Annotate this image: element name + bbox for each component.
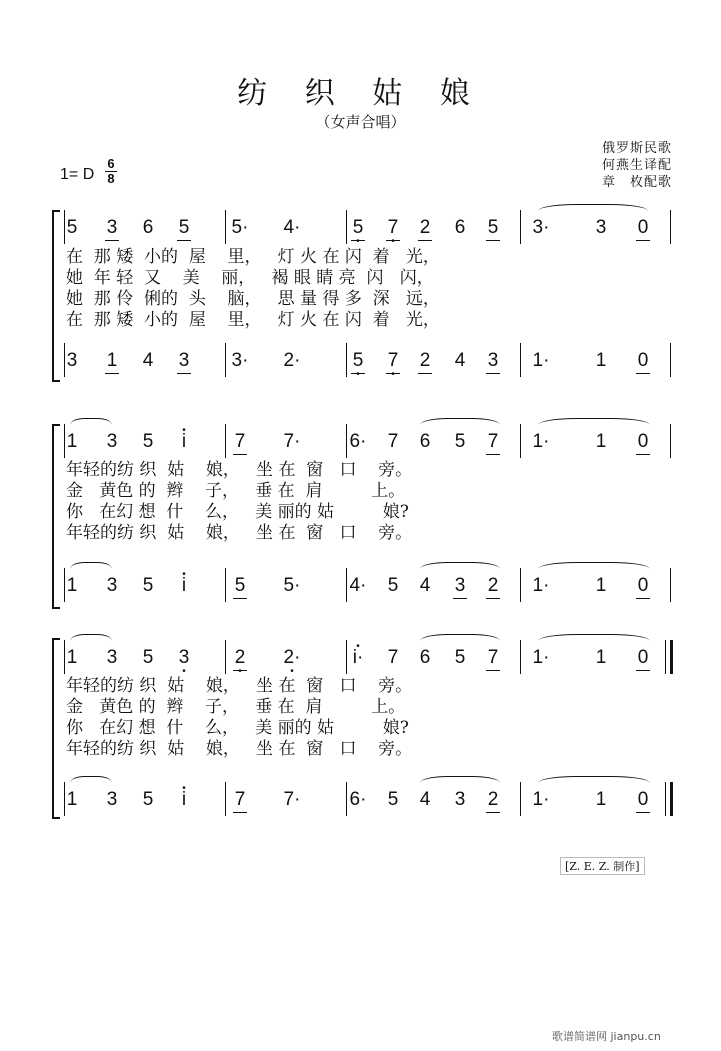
- note-upper-2-4: • i: [174, 432, 194, 452]
- note-lower-1-9: 2: [415, 351, 435, 371]
- note-lower-1-11: 3: [483, 351, 503, 371]
- note-lower-1-6: 2·: [283, 350, 301, 371]
- time-signature: [104, 157, 118, 186]
- note-upper-2-14: 0: [633, 432, 653, 452]
- note-upper-3-5: 2 •: [230, 648, 250, 668]
- note-upper-3-3: 5: [142, 647, 154, 668]
- note-lower-3-14: 0: [633, 790, 653, 810]
- note-lower-2-2: 3: [106, 575, 118, 596]
- system-bracket: [52, 638, 60, 819]
- bar-line: [520, 424, 521, 458]
- lower-octave-dot: •: [356, 236, 360, 247]
- bar-line: [64, 210, 65, 244]
- slur: [538, 418, 650, 425]
- note-lower-2-13: 1: [595, 575, 607, 596]
- final-bar-line: [665, 782, 666, 816]
- lyric-line-2-2: 金 黄色 的 辫 子， 垂 在 肩 上。: [66, 481, 406, 501]
- bar-line: [346, 210, 347, 244]
- key-signature: 1= D: [60, 166, 95, 183]
- time-signature-bottom: 8: [107, 171, 115, 186]
- credit-arranger: 章 枚配歌: [601, 175, 672, 190]
- note-upper-3-2: 3: [106, 647, 118, 668]
- song-title: 纺 织 姑 娘: [237, 76, 484, 111]
- note-upper-1-13: 3: [595, 217, 607, 238]
- bar-line: [225, 343, 226, 377]
- lower-octave-dot: •: [356, 369, 360, 380]
- note-lower-2-6: 5·: [283, 575, 301, 596]
- song-subtitle: （女声合唱）: [315, 113, 406, 131]
- note-lower-3-13: 1: [595, 789, 607, 810]
- note-upper-1-1: 5: [66, 217, 78, 238]
- note-upper-3-14: 0: [633, 648, 653, 668]
- note-upper-1-2: 3: [102, 218, 122, 238]
- lower-octave-dot: •: [391, 236, 395, 247]
- note-upper-1-3: 6: [142, 217, 154, 238]
- note-upper-2-1: 1: [66, 431, 78, 452]
- credit-origin: 俄罗斯民歌: [601, 141, 672, 156]
- slur: [420, 418, 500, 425]
- bar-line: [225, 568, 226, 602]
- bar-line: [225, 424, 226, 458]
- slur: [70, 634, 112, 641]
- bar-line: [225, 782, 226, 816]
- slur: [420, 634, 500, 641]
- note-upper-1-12: 3·: [532, 217, 550, 238]
- note-lower-3-4: • i: [174, 790, 194, 810]
- note-lower-1-2: 1: [102, 351, 122, 371]
- lyric-line-3-2: 金 黄色 的 辫 子， 垂 在 肩 上。: [66, 697, 406, 717]
- slur: [70, 562, 112, 569]
- bar-line: [670, 640, 673, 674]
- note-upper-1-14: 0: [633, 218, 653, 238]
- lyric-line-2-3: 你 在幻 想 什 么， 美 丽的 姑 娘?: [66, 502, 409, 522]
- note-upper-2-8: 7: [387, 431, 399, 452]
- lyric-line-3-4: 年轻的纺 织 姑 娘， 坐 在 窗 口 旁。: [66, 739, 413, 759]
- note-lower-3-2: 3: [106, 789, 118, 810]
- note-upper-3-4: 3 •: [174, 648, 194, 668]
- note-upper-1-8: 7 •: [383, 218, 403, 238]
- note-upper-2-2: 3: [106, 431, 118, 452]
- bar-line: [520, 343, 521, 377]
- bar-line: [670, 782, 673, 816]
- lower-octave-dot: •: [391, 369, 395, 380]
- bar-line: [64, 568, 65, 602]
- lyric-line-2-4: 年轻的纺 织 姑 娘， 坐 在 窗 口 旁。: [66, 523, 413, 543]
- slur: [70, 776, 112, 783]
- lyric-line-2-1: 年轻的纺 织 姑 娘， 坐 在 窗 口 旁。: [66, 460, 413, 480]
- bar-line: [64, 782, 65, 816]
- note-lower-2-14: 0: [633, 576, 653, 596]
- note-upper-2-7: 6·: [349, 431, 367, 452]
- lyric-line-1-4: 在 那 矮 小的 屋 里， 灯 火 在 闪 着 光，: [66, 310, 440, 330]
- note-lower-2-1: 1: [66, 575, 78, 596]
- note-upper-3-11: 7: [483, 648, 503, 668]
- note-lower-1-8: 7 •: [383, 351, 403, 371]
- note-lower-3-3: 5: [142, 789, 154, 810]
- note-upper-1-6: 4·: [283, 217, 301, 238]
- maker-tag: [Z. E. Z. 制作]: [560, 857, 645, 875]
- note-upper-1-9: 2: [415, 218, 435, 238]
- note-upper-1-11: 5: [483, 218, 503, 238]
- lower-octave-dot: •: [238, 666, 242, 677]
- bar-line: [64, 424, 65, 458]
- bar-line: [346, 640, 347, 674]
- note-upper-1-4: 5: [174, 218, 194, 238]
- note-lower-1-7: 5 •: [348, 351, 368, 371]
- bar-line: [346, 343, 347, 377]
- bar-line: [64, 640, 65, 674]
- bar-line: [520, 782, 521, 816]
- bar-line: [64, 343, 65, 377]
- note-lower-1-12: 1·: [532, 350, 550, 371]
- note-lower-1-13: 1: [595, 350, 607, 371]
- note-upper-3-7: • i·: [348, 648, 368, 668]
- note-lower-2-10: 3: [450, 576, 470, 596]
- note-lower-2-7: 4·: [349, 575, 367, 596]
- note-upper-1-5: 5·: [231, 217, 249, 238]
- system-bracket: [52, 424, 60, 609]
- bar-line: [346, 424, 347, 458]
- note-upper-3-1: 1: [66, 647, 78, 668]
- note-lower-2-8: 5: [387, 575, 399, 596]
- note-lower-2-9: 4: [419, 575, 431, 596]
- note-upper-3-9: 6: [419, 647, 431, 668]
- note-upper-1-10: 6: [454, 217, 466, 238]
- bar-line: [520, 640, 521, 674]
- bar-line: [670, 424, 671, 458]
- slur: [538, 204, 648, 211]
- note-upper-2-13: 1: [595, 431, 607, 452]
- note-upper-2-11: 7: [483, 432, 503, 452]
- note-lower-3-10: 3: [454, 789, 466, 810]
- note-upper-2-3: 5: [142, 431, 154, 452]
- slur: [70, 418, 112, 425]
- note-upper-2-6: 7·: [283, 431, 301, 452]
- site-watermark: 歌谱简谱网 jianpu.cn: [552, 1030, 661, 1043]
- note-lower-2-12: 1·: [532, 575, 550, 596]
- credit-translator: 何燕生译配: [601, 158, 672, 173]
- lyric-line-3-1: 年轻的纺 织 姑 娘， 坐 在 窗 口 旁。: [66, 676, 413, 696]
- slur: [538, 776, 650, 783]
- bar-line: [670, 343, 671, 377]
- note-lower-3-12: 1·: [532, 789, 550, 810]
- note-upper-3-10: 5: [454, 647, 466, 668]
- note-lower-1-5: 3·: [231, 350, 249, 371]
- bar-line: [670, 568, 671, 602]
- note-upper-2-12: 1·: [532, 431, 550, 452]
- note-upper-3-13: 1: [595, 647, 607, 668]
- lower-octave-dot: •: [182, 666, 186, 677]
- system-bracket: [52, 210, 60, 382]
- note-upper-2-10: 5: [454, 431, 466, 452]
- note-lower-3-7: 6·: [349, 789, 367, 810]
- note-lower-2-4: • i: [174, 576, 194, 596]
- note-lower-1-4: 3: [174, 351, 194, 371]
- note-lower-1-14: 0: [633, 351, 653, 371]
- note-lower-1-1: 3: [66, 350, 78, 371]
- note-upper-2-9: 6: [419, 431, 431, 452]
- bar-line: [225, 640, 226, 674]
- note-lower-2-11: 2: [483, 576, 503, 596]
- note-lower-3-1: 1: [66, 789, 78, 810]
- note-upper-3-8: 7: [387, 647, 399, 668]
- bar-line: [225, 210, 226, 244]
- bar-line: [346, 782, 347, 816]
- note-lower-2-5: 5: [230, 576, 250, 596]
- note-lower-3-5: 7: [230, 790, 250, 810]
- note-lower-3-11: 2: [483, 790, 503, 810]
- lyric-line-1-1: 在 那 矮 小的 屋 里， 灯 火 在 闪 着 光，: [66, 247, 440, 267]
- bar-line: [520, 210, 521, 244]
- lower-octave-dot: •: [290, 666, 294, 677]
- slur: [538, 634, 650, 641]
- bar-line: [670, 210, 671, 244]
- lyric-line-3-3: 你 在幻 想 什 么， 美 丽的 姑 娘?: [66, 718, 409, 738]
- time-signature-top: 6: [107, 156, 115, 171]
- slur: [538, 562, 650, 569]
- note-upper-2-5: 7: [230, 432, 250, 452]
- note-lower-3-6: 7·: [283, 789, 301, 810]
- note-upper-3-12: 1·: [532, 647, 550, 668]
- slur: [420, 776, 500, 783]
- note-lower-3-9: 4: [419, 789, 431, 810]
- note-lower-1-10: 4: [454, 350, 466, 371]
- slur: [420, 562, 500, 569]
- note-lower-2-3: 5: [142, 575, 154, 596]
- lyric-line-1-3: 她 那 伶 俐的 头 脑， 思 量 得 多 深 远，: [66, 289, 440, 309]
- final-bar-line: [665, 640, 666, 674]
- bar-line: [346, 568, 347, 602]
- note-upper-1-7: 5 •: [348, 218, 368, 238]
- lyric-line-1-2: 她 年 轻 又 美 丽， 褐 眼 睛 亮 闪 闪，: [66, 268, 434, 288]
- note-upper-3-6: 2· •: [283, 647, 301, 677]
- bar-line: [520, 568, 521, 602]
- note-lower-1-3: 4: [142, 350, 154, 371]
- note-lower-3-8: 5: [387, 789, 399, 810]
